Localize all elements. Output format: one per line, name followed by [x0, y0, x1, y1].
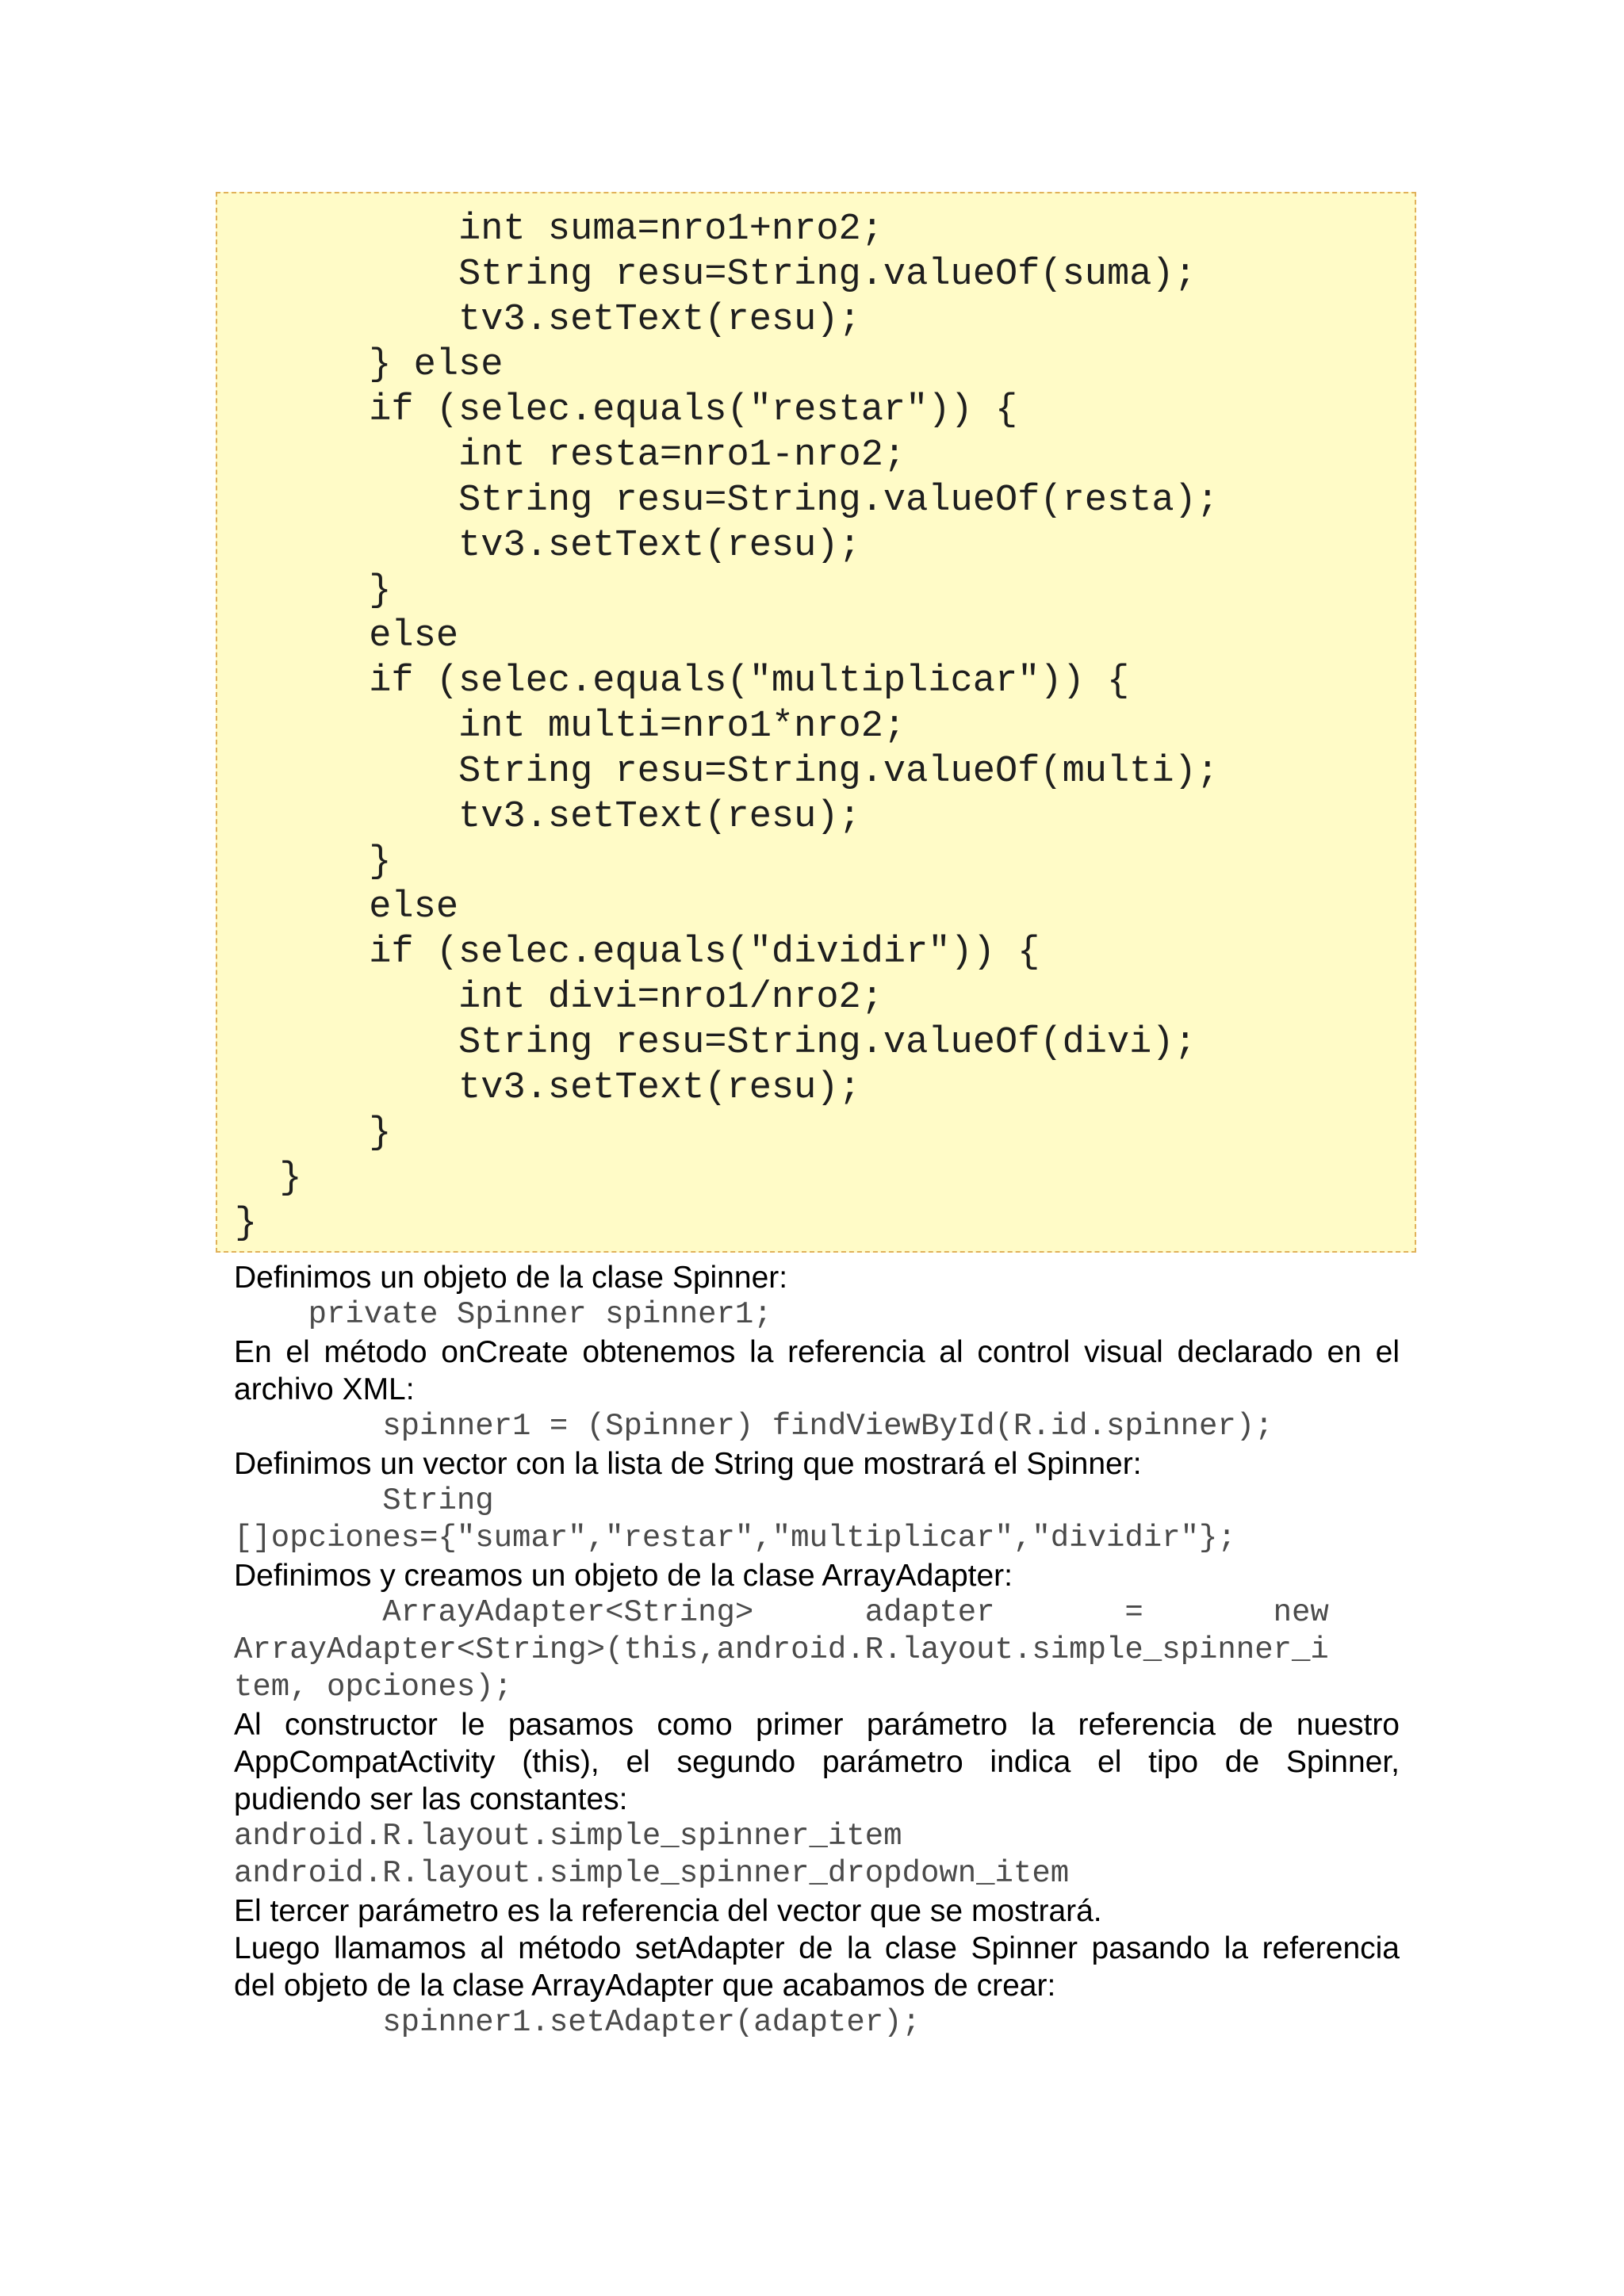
paragraph-constructor: Al constructor le pasamos como primer parámetro la referencia de nuestro	[234, 1708, 1400, 1742]
code-line: String resu=String.valueOf(suma);	[235, 254, 1197, 296]
paragraph-vector: Definimos un vector con la lista de String que mostrará el Spinner:	[234, 1447, 1142, 1481]
paragraph-constructor-end: pudiendo ser las constantes:	[234, 1782, 628, 1816]
code-line: String resu=String.valueOf(multi);	[235, 751, 1220, 793]
paragraph-oncreate: En el método onCreate obtenemos la referencia al control visual declarado en el	[234, 1335, 1400, 1369]
code-snippet-declaration: private Spinner spinner1;	[234, 1297, 772, 1332]
code-line: else	[235, 886, 459, 928]
paragraph-setadapter: Luego llamamos al método setAdapter de la clase Spinner pasando la referencia	[234, 1931, 1400, 1965]
paragraph-oncreate-cont: archivo XML:	[234, 1372, 415, 1406]
code-line: int resta=nro1-nro2;	[235, 434, 906, 476]
code-line: int divi=nro1/nro2;	[235, 977, 883, 1019]
code-snippet-adapter-decl: ArrayAdapter<String> adapter = new	[234, 1595, 1329, 1630]
code-line: tv3.setText(resu);	[235, 299, 861, 341]
code-line: tv3.setText(resu);	[235, 525, 861, 567]
code-line: if (selec.equals("restar")) {	[235, 389, 1018, 431]
code-snippet-setadapter: spinner1.setAdapter(adapter);	[234, 2005, 921, 2040]
code-line: }	[235, 841, 392, 883]
paragraph-constructor-cont: AppCompatActivity (this), el segundo parámetro indica el tipo de Spinner,	[234, 1745, 1400, 1779]
code-snippet-layout-item: android.R.layout.simple_spinner_item	[234, 1819, 902, 1854]
code-line: }	[235, 570, 392, 612]
code-line: tv3.setText(resu);	[235, 796, 861, 838]
code-line: if (selec.equals("multiplicar")) {	[235, 660, 1130, 702]
code-snippet-adapter-new: ArrayAdapter<String>(this,android.R.layout.simple_spinner_i	[234, 1632, 1329, 1667]
code-line: }	[235, 1158, 302, 1200]
paragraph-spinner-object: Definimos un objeto de la clase Spinner:	[234, 1261, 788, 1295]
paragraph-arrayadapter: Definimos y creamos un objeto de la clase ArrayAdapter:	[234, 1559, 1013, 1593]
code-snippet-string: String	[234, 1483, 494, 1518]
paragraph-third-param: El tercer parámetro es la referencia del vector que se mostrará.	[234, 1894, 1102, 1928]
code-line: }	[235, 1112, 392, 1154]
code-snippet-opciones: []opciones={"sumar","restar","multiplicar","dividir"};	[234, 1521, 1236, 1556]
paragraph-setadapter-cont: del objeto de la clase ArrayAdapter que acabamos de crear:	[234, 1969, 1056, 2003]
code-line: tv3.setText(resu);	[235, 1067, 861, 1109]
code-line: int suma=nro1+nro2;	[235, 209, 883, 251]
code-line: } else	[235, 344, 504, 386]
code-snippet-layout-dropdown: android.R.layout.simple_spinner_dropdown_item	[234, 1856, 1070, 1891]
code-line: if (selec.equals("dividir")) {	[235, 932, 1040, 974]
code-line: int multi=nro1*nro2;	[235, 706, 906, 748]
code-line: }	[235, 1203, 258, 1245]
code-line: String resu=String.valueOf(divi);	[235, 1022, 1197, 1064]
code-line: String resu=String.valueOf(resta);	[235, 480, 1220, 522]
code-line: else	[235, 615, 459, 657]
code-snippet-findviewbyid: spinner1 = (Spinner) findViewById(R.id.spinner);	[234, 1409, 1274, 1444]
code-snippet-adapter-args: tem, opciones);	[234, 1670, 513, 1705]
